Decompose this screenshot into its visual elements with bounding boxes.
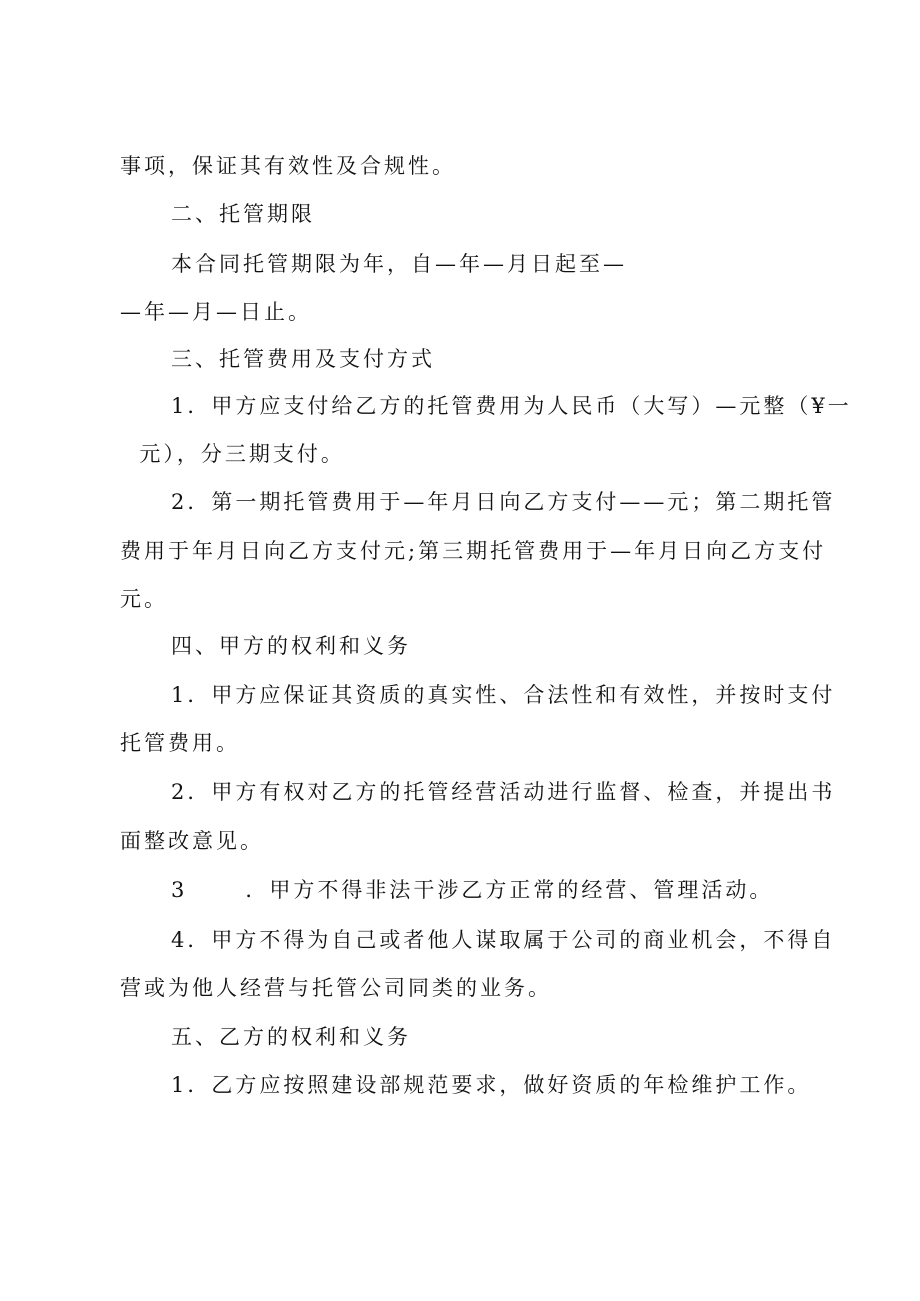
paragraph-line: 营或为他人经营与托管公司同类的业务。 (120, 976, 552, 1000)
paragraph-line: 元。 (120, 587, 168, 611)
paragraph-line: 本合同托管期限为年，自—年—月日起至— (171, 252, 627, 276)
paragraph-line: 面整改意见。 (120, 829, 264, 853)
paragraph-line: 托管费用。 (120, 731, 240, 755)
section-heading: 二、托管期限 (171, 202, 315, 226)
paragraph-line: 2．第一期托管费用于—年月日向乙方支付——元；第二期托管 (171, 490, 836, 514)
paragraph-line: 3 ．甲方不得非法干涉乙方正常的经营、管理活动。 (171, 878, 774, 902)
paragraph-line: 1．甲方应支付给乙方的托管费用为人民币（大写）—元整（¥一 (171, 394, 852, 418)
section-heading: 五、乙方的权利和义务 (171, 1025, 411, 1049)
paragraph-line: 1．甲方应保证其资质的真实性、合法性和有效性，并按时支付 (171, 683, 836, 707)
paragraph-line: 2．甲方有权对乙方的托管经营活动进行监督、检查，并提出书 (171, 780, 836, 804)
section-heading: 四、甲方的权利和义务 (171, 634, 411, 658)
paragraph-line: 事项，保证其有效性及合规性。 (120, 154, 456, 178)
paragraph-line: 4．甲方不得为自己或者他人谋取属于公司的商业机会，不得自 (171, 928, 836, 952)
section-heading: 三、托管费用及支付方式 (171, 347, 435, 371)
paragraph-line: 元），分三期支付。 (120, 442, 345, 466)
paragraph-line: 1．乙方应按照建设部规范要求，做好资质的年检维护工作。 (171, 1073, 812, 1097)
paragraph-line: —年—月—日止。 (120, 300, 312, 324)
paragraph-line: 费用于年月日向乙方支付元;第三期托管费用于—年月日向乙方支付 (120, 539, 827, 563)
